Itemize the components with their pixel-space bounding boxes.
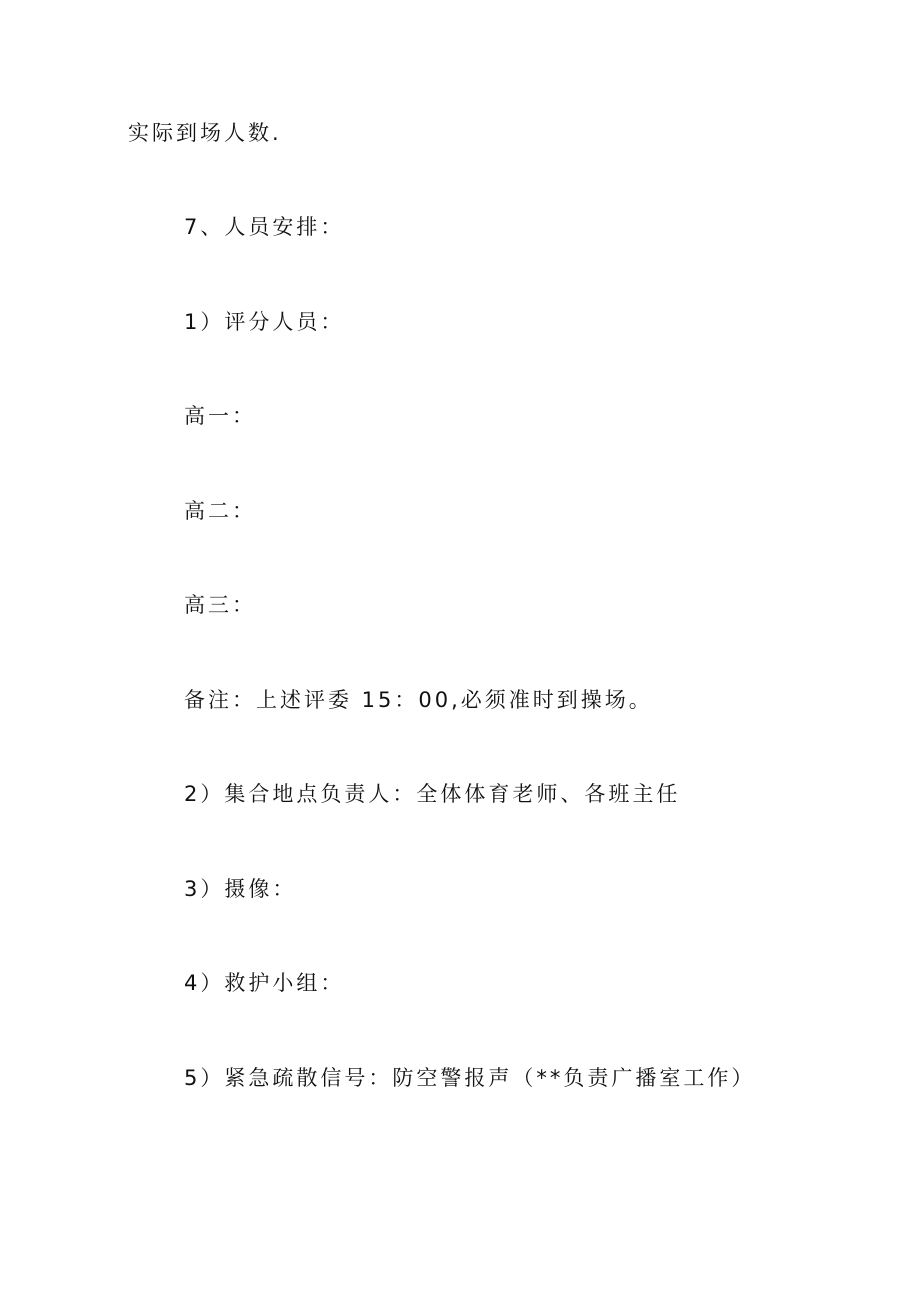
item-grade-two: 高二： (184, 499, 256, 523)
item-judges: 1）评分人员： (184, 310, 345, 334)
item-camera: 3）摄像： (184, 877, 297, 901)
section-heading-staff-arrangement: 7、人员安排： (184, 215, 345, 239)
paragraph-continuation: 实际到场人数. (128, 121, 282, 145)
note-judges-time: 备注：上述评委 15：00,必须准时到操场。 (184, 688, 653, 712)
item-grade-three: 高三： (184, 593, 256, 617)
item-evacuation-signal: 5）紧急疏散信号：防空警报声（**负责广播室工作） (184, 1066, 756, 1090)
item-rescue-team: 4）救护小组： (184, 971, 345, 995)
item-grade-one: 高一： (184, 404, 256, 428)
item-assembly-leaders: 2）集合地点负责人：全体体育老师、各班主任 (184, 782, 681, 806)
